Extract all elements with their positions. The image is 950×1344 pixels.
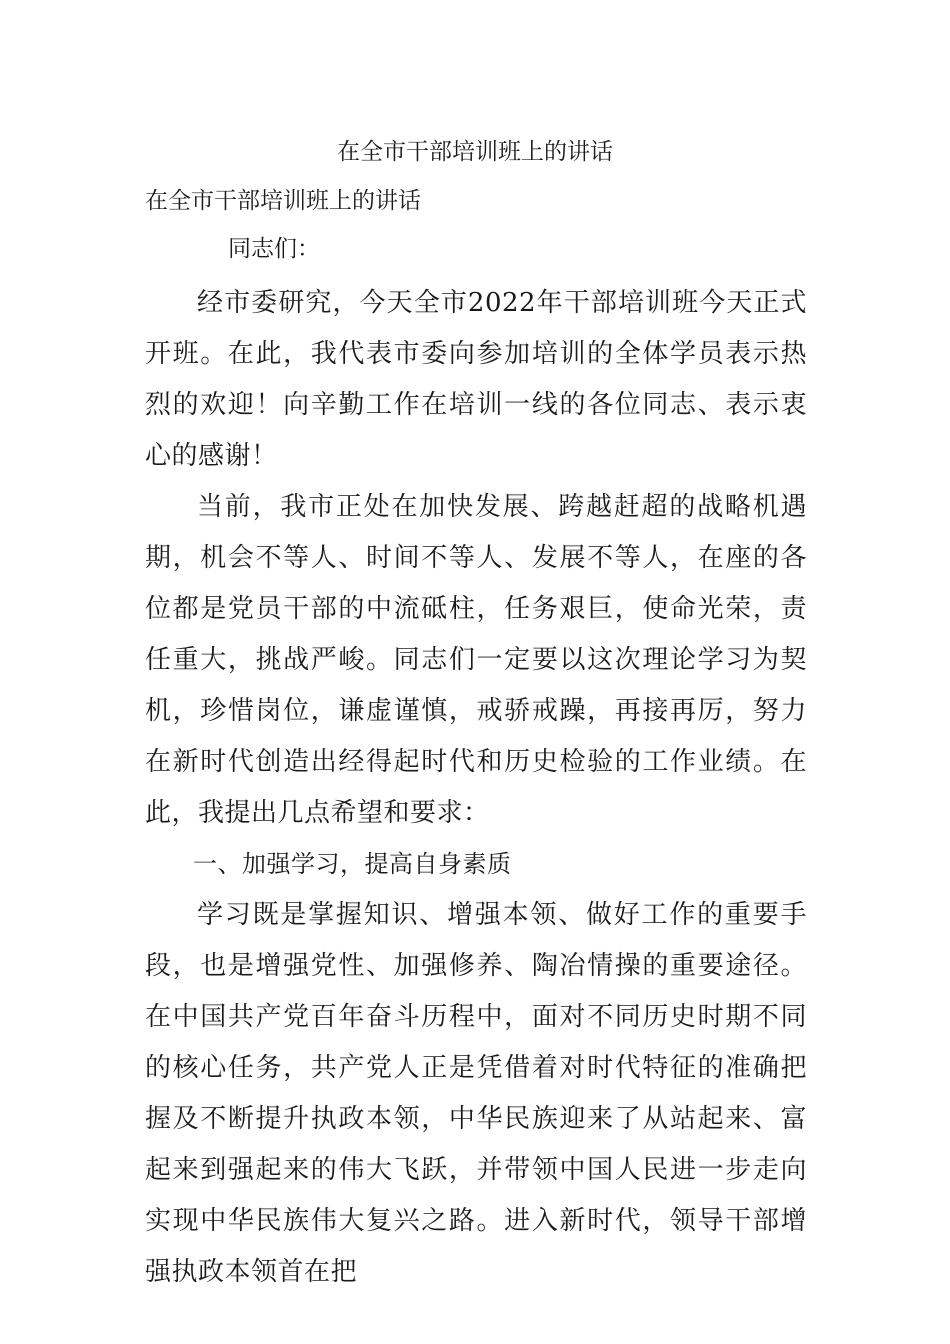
paragraph-context: 当前，我市正处在加快发展、跨越赶超的战略机遇期，机会不等人、时间不等人、发展不等人，在座的各位都是党员干部的中流砥柱，任务艰巨，使命光荣，责任重大，挑战严峻。同志们一定要以这次理论学习为契机，珍惜岗位，谦虚谨慎，戒骄戒躁，再接再厉，努力在新时代创造出经得起时代和历史检验的工作业绩。在此，我提出几点希望和要求：: [145, 492, 807, 828]
section-heading: 一、加强学习，提高自身素质: [193, 850, 512, 878]
document-title: 在全市干部培训班上的讲话: [337, 139, 613, 165]
document-body: [145, 278, 807, 1298]
paragraph-opening: 经市委研究，今天全市2022年干部培训班今天正式开班。在此，我代表市委向参加培训的全体学员表示热烈的欢迎！向辛勤工作在培训一线的各位同志、表示衷心的感谢！: [145, 288, 807, 471]
salutation: 同志们：: [228, 236, 320, 262]
document-subtitle: 在全市干部培训班上的讲话: [145, 188, 421, 214]
paragraph-learning: 学习既是掌握知识、增强本领、做好工作的重要手段，也是增强党性、加强修养、陶冶情操的重要途径。在中国共产党百年奋斗历程中，面对不同历史时期不同的核心任务，共产党人正是凭借着对时代特征的准确把握及不断提升执政本领，中华民族迎来了从站起来、富起来到强起来的伟大飞跃，并带领中国人民进一步走向实现中华民族伟大复兴之路。进入新时代，领导干部增强执政本领首在把: [145, 900, 807, 1287]
